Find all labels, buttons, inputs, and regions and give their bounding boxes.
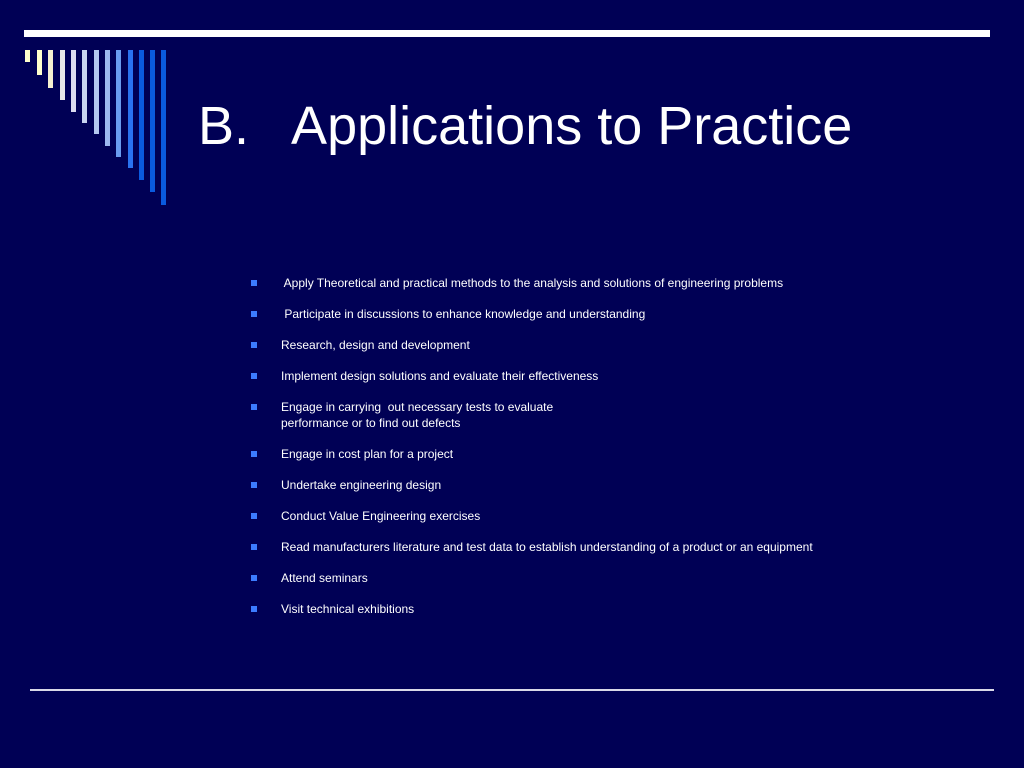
bullet-item <box>251 509 813 525</box>
square-bullet-icon <box>251 544 257 550</box>
decorative-stripe <box>105 50 110 146</box>
bullet-item <box>251 540 813 556</box>
square-bullet-icon <box>251 280 257 286</box>
decorative-stripe <box>94 50 99 134</box>
bullet-item <box>251 602 813 618</box>
decorative-stripe <box>116 50 121 157</box>
bullet-text: Read manufacturers literature and test data to establish understanding of a product or an equipment <box>281 539 813 554</box>
square-bullet-icon <box>251 575 257 581</box>
decorative-stripe <box>82 50 87 123</box>
bottom-divider-line <box>30 689 994 691</box>
bullet-text: Implement design solutions and evaluate their effectiveness <box>281 369 599 383</box>
bullet-item <box>251 276 813 292</box>
decorative-stripe <box>150 50 155 192</box>
bullet-item <box>251 447 813 463</box>
bullet-text: Visit technical exhibitions <box>281 601 415 616</box>
bullet-text: Undertake engineering design <box>281 477 442 492</box>
decorative-stripe <box>60 50 65 100</box>
decorative-stripe <box>37 50 42 75</box>
decorative-stripes <box>0 0 180 220</box>
square-bullet-icon <box>251 451 257 457</box>
bullet-item <box>251 400 813 431</box>
bullet-text: Conduct Value Engineering exercises <box>281 508 481 523</box>
slide-title: B. Applications to Practice <box>198 96 853 156</box>
decorative-stripe <box>48 50 53 88</box>
bullet-text: Apply Theoretical and practical methods to the analysis and solutions of engineering problems <box>281 276 784 290</box>
decorative-stripe <box>139 50 144 180</box>
square-bullet-icon <box>251 373 257 379</box>
bullet-text: Research, design and development <box>281 338 470 352</box>
bullet-text: Attend seminars <box>281 570 368 585</box>
decorative-stripe <box>25 50 30 62</box>
bullet-item <box>251 571 813 587</box>
square-bullet-icon <box>251 513 257 519</box>
square-bullet-icon <box>251 606 257 612</box>
bullet-text: Participate in discussions to enhance knowledge and understanding <box>281 307 646 321</box>
bullet-item <box>251 369 813 385</box>
bullet-text: Engage in carrying out necessary tests to evaluate performance or to find out defects <box>281 400 554 430</box>
bullet-item <box>251 478 813 494</box>
decorative-stripe <box>161 50 166 205</box>
bullet-item <box>251 307 813 323</box>
decorative-stripe <box>128 50 133 168</box>
square-bullet-icon <box>251 342 257 348</box>
bullet-item <box>251 338 813 354</box>
square-bullet-icon <box>251 482 257 488</box>
decorative-stripe <box>71 50 76 112</box>
square-bullet-icon <box>251 311 257 317</box>
bullet-text: Engage in cost plan for a project <box>281 446 454 461</box>
bullet-list <box>251 276 813 633</box>
square-bullet-icon <box>251 404 257 410</box>
